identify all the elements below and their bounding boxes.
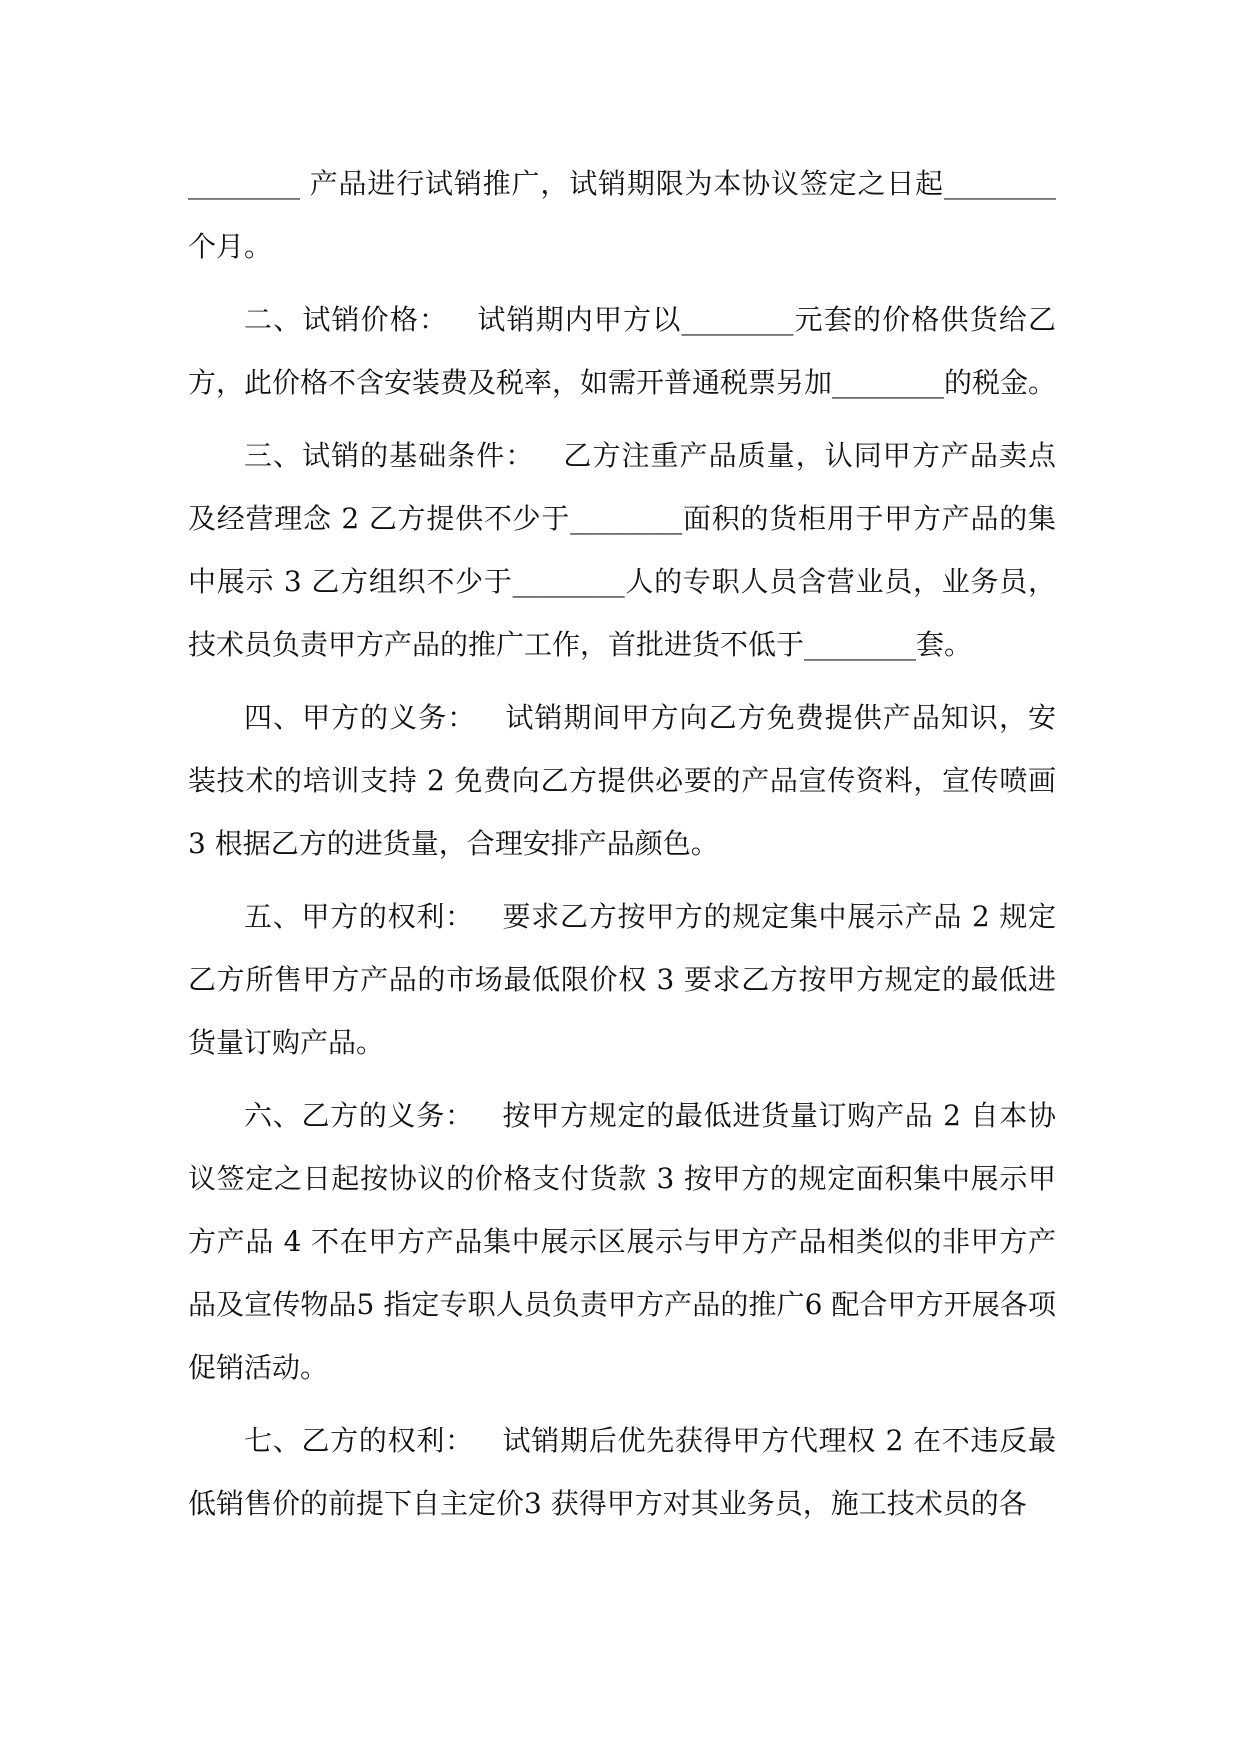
section-heading: 二、试销价格： bbox=[244, 303, 449, 336]
paragraph-trial-price bbox=[188, 288, 1056, 414]
section-heading: 七、乙方的权利： bbox=[244, 1424, 474, 1457]
paragraph-text: ________ 产品进行试销推广，试销期限为本协议签定之日起________个月。 bbox=[188, 167, 1056, 263]
paragraph-basic-conditions bbox=[188, 424, 1056, 676]
paragraph-text: 乙方注重产品质量，认同甲方产品卖点及经营理念 2 乙方提供不少于________面积的货柜用于甲方产品的集中展示 3 乙方组织不少于________人的专职人员含营业员，业务员，技术员负责甲方产品的推广工作，首批进货不低于________套。 bbox=[188, 439, 1056, 661]
document-body bbox=[188, 152, 1056, 1545]
paragraph-party-a-obligations bbox=[188, 686, 1056, 875]
paragraph-text: 试销期后优先获得甲方代理权 2 在不违反最低销售价的前提下自主定价3 获得甲方对其业务员，施工技术员的各 bbox=[188, 1424, 1056, 1520]
paragraph-text: 试销期间甲方向乙方免费提供产品知识，安装技术的培训支持 2 免费向乙方提供必要的产品宣传资料，宣传喷画 3 根据乙方的进货量，合理安排产品颜色。 bbox=[188, 701, 1056, 860]
paragraph-text: 试销期内甲方以________元套的价格供货给乙方，此价格不含安装费及税率，如需开普通税票另加________的税金。 bbox=[188, 303, 1057, 399]
section-heading: 六、乙方的义务： bbox=[244, 1099, 474, 1132]
section-heading: 三、试销的基础条件： bbox=[244, 439, 535, 472]
paragraph-text: 要求乙方按甲方的规定集中展示产品 2 规定乙方所售甲方产品的市场最低限价权 3 要求乙方按甲方规定的最低进货量订购产品。 bbox=[188, 900, 1056, 1059]
paragraph-text: 按甲方规定的最低进货量订购产品 2 自本协议签定之日起按协议的价格支付货款 3 按甲方的规定面积集中展示甲方产品 4 不在甲方产品集中展示区展示与甲方产品相类似的非甲方产品及宣传物品5 指定专职人员负责甲方产品的推广6 配合甲方开展各项促销活动。 bbox=[188, 1099, 1056, 1384]
paragraph-party-a-rights bbox=[188, 885, 1056, 1074]
section-heading: 五、甲方的权利： bbox=[244, 900, 474, 933]
paragraph-trial-period bbox=[188, 152, 1056, 278]
section-heading: 四、甲方的义务： bbox=[244, 701, 477, 734]
paragraph-party-b-rights bbox=[188, 1409, 1056, 1535]
paragraph-party-b-obligations bbox=[188, 1084, 1056, 1399]
